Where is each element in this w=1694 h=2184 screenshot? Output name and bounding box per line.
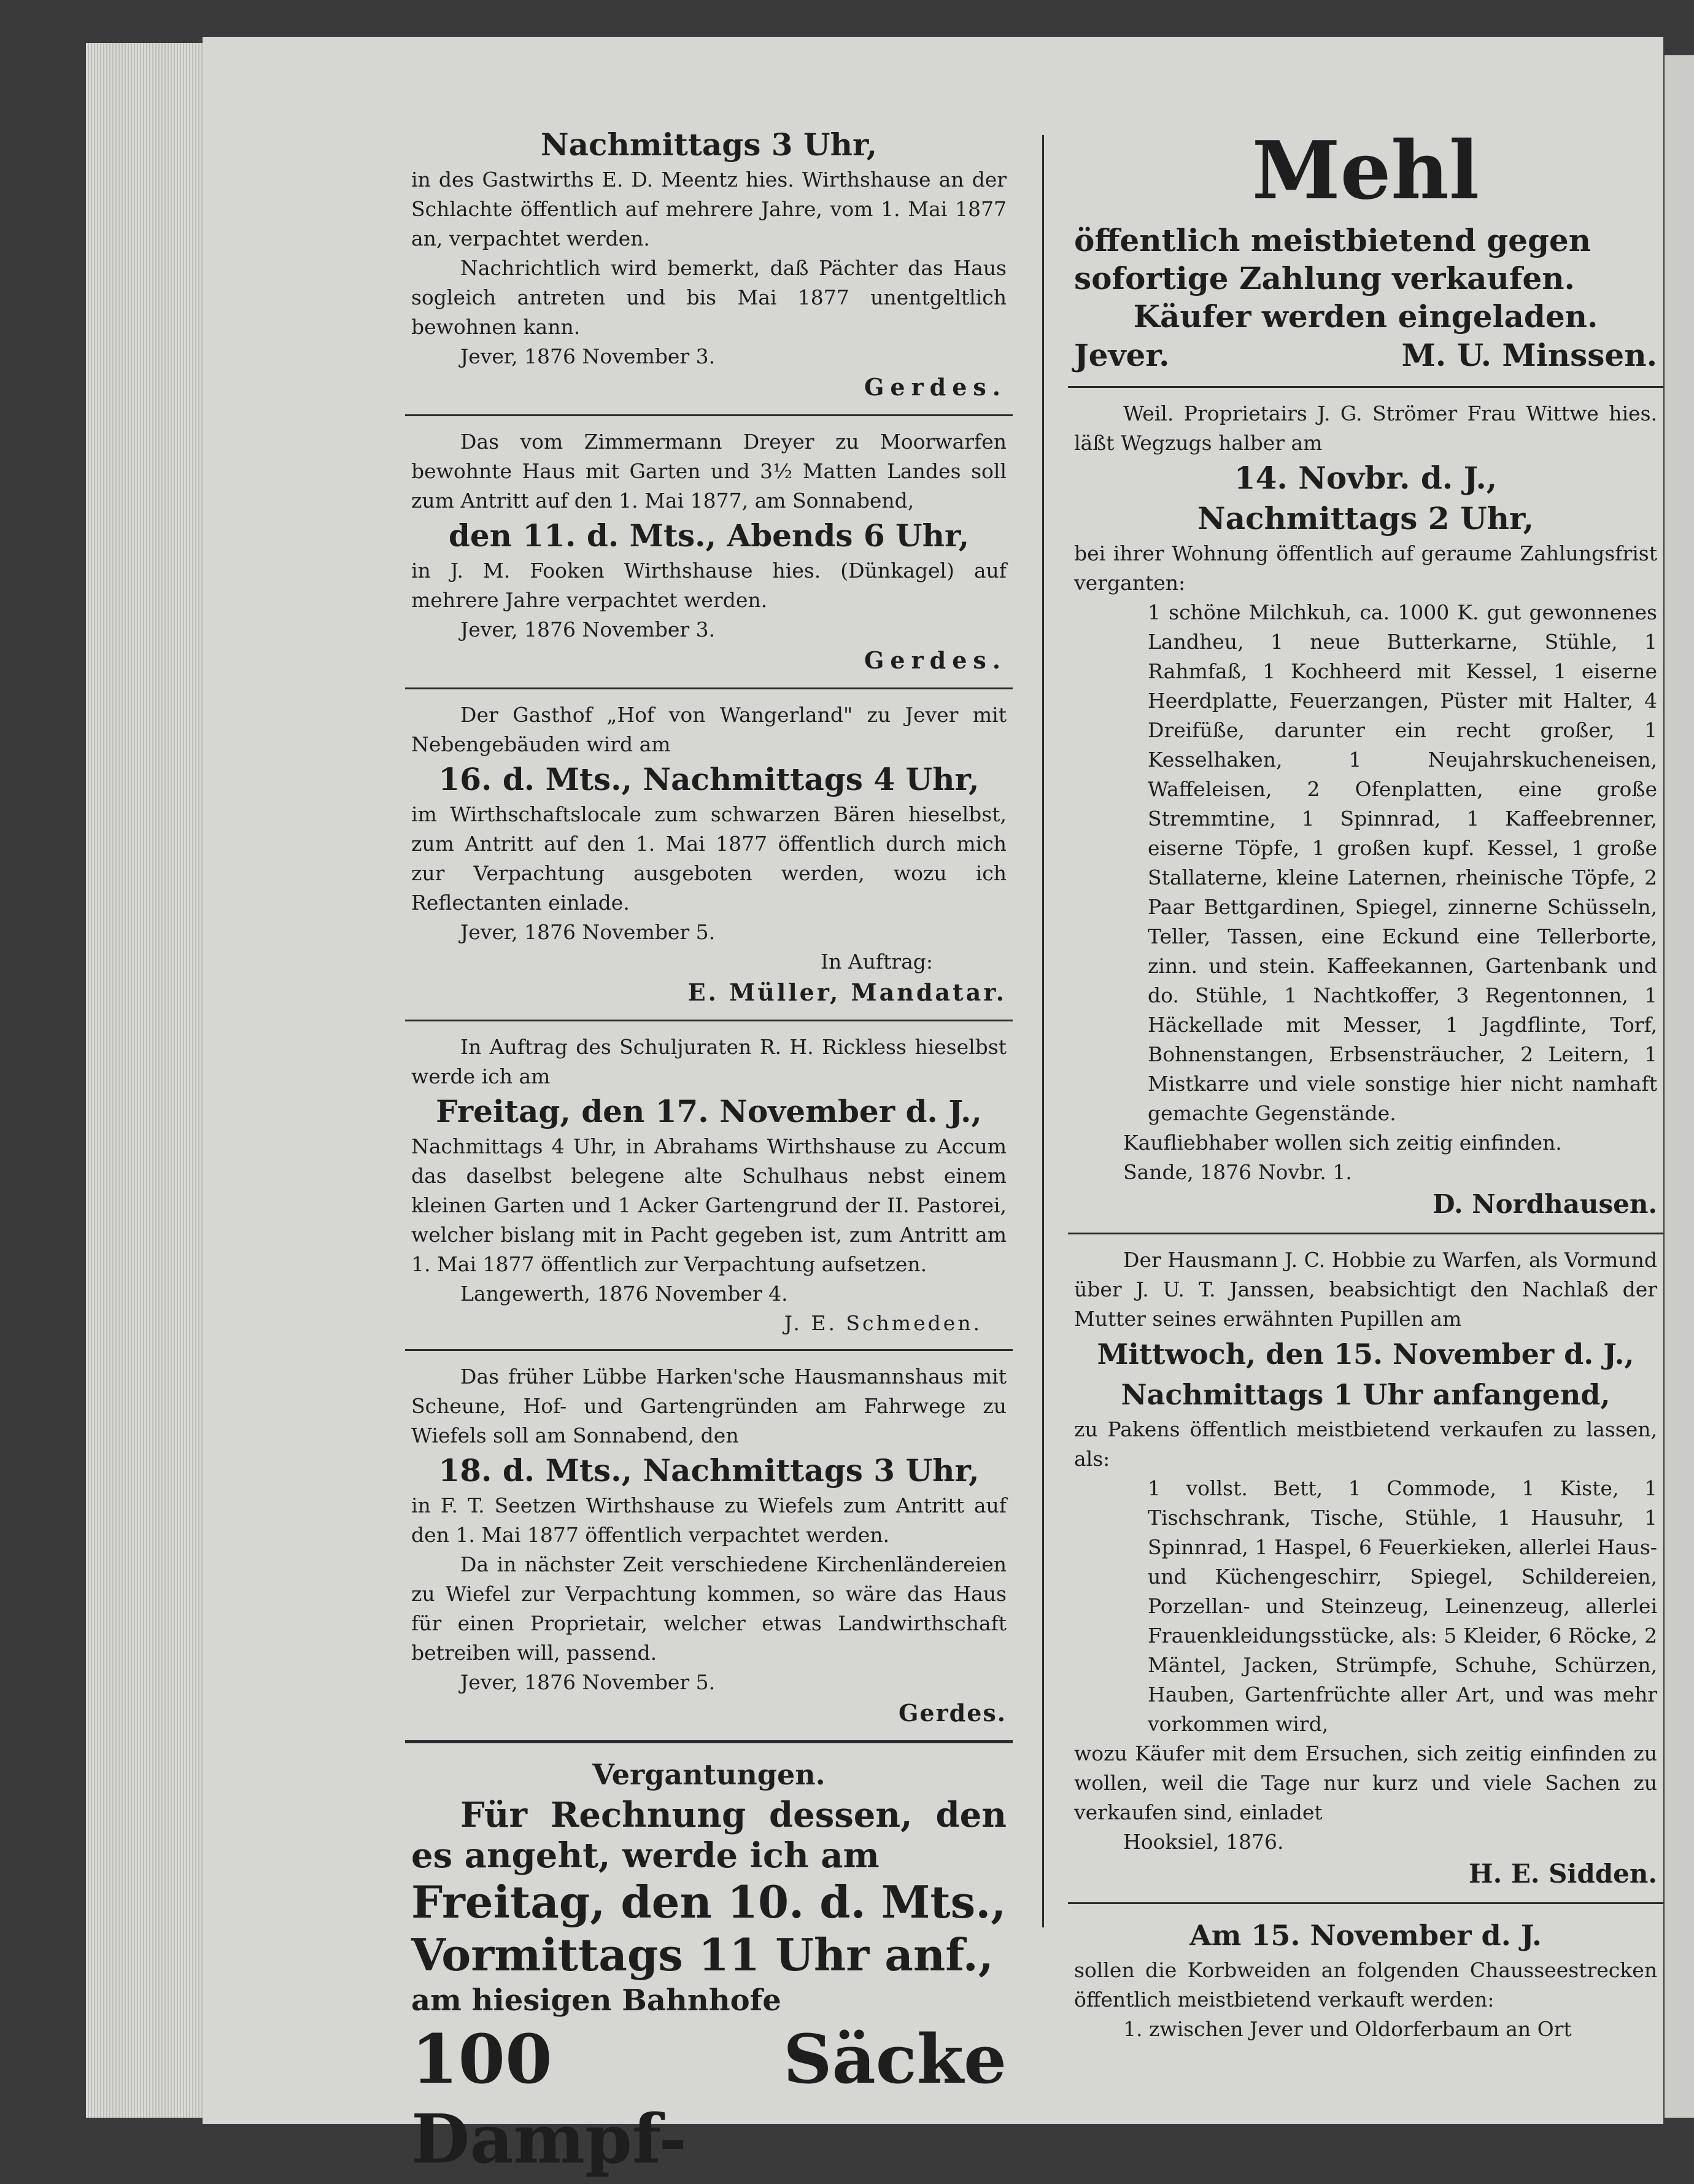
adjacent-page-edge — [1665, 55, 1694, 2118]
ad-signature: Gerdes. — [864, 646, 1007, 674]
ad-lease-dreyer — [405, 422, 1013, 681]
ad-stroemer-auction — [1068, 394, 1663, 1226]
ad-note: Kaufliebhaber wollen sich zeitig einfinden. — [1123, 1131, 1562, 1155]
ad-hobbie-nachlass — [1068, 1241, 1663, 1896]
ad-note: Nachrichtlich wird bemerkt, daß Pächter das Haus sogleich antreten und bis Mai 1877 unentgeltlich bewohnen kann. — [411, 256, 1007, 339]
ad-intro: Der Hausmann J. C. Hobbie zu Warfen, als Vormund über J. U. T. Janssen, beabsichtigt den Nachlaß der Mutter seines erwähnten Pupillen am — [1074, 1248, 1657, 1331]
ad-date-heading: 16. d. Mts., Nachmittags 4 Uhr, — [438, 761, 980, 797]
ad-separator — [1068, 1902, 1663, 1904]
ad-goods-heading: 100 Säcke Dampf- — [411, 2019, 1007, 2178]
ad-auftrag: In Auftrag: — [820, 950, 933, 974]
ad-place-date: Jever, 1876 November 3. — [460, 344, 716, 368]
ad-place-date: Sande, 1876 Novbr. 1. — [1123, 1160, 1352, 1184]
ad-body: bei ihrer Wohnung öffentlich auf geraume Zahlungsfrist verganten: — [1074, 541, 1657, 595]
ad-signature: E. Müller, Mandatar. — [687, 978, 1007, 1006]
ad-location: am hiesigen Bahnhofe — [411, 1983, 781, 2018]
ad-body: im Wirthschaftslocale zum schwarzen Bären hieselbst, zum Antritt auf den 1. Mai 1877 öffentlich durch mich zur Verpachtung ausgeboten werden, wozu ich Reflectanten einlade. — [411, 802, 1007, 915]
ad-intro: In Auftrag des Schuljuraten R. H. Rickless hieselbst werde ich am — [411, 1035, 1007, 1088]
ad-signature: Gerdes. — [864, 373, 1007, 401]
ad-place-date: Langewerth, 1876 November 4. — [460, 1282, 788, 1306]
ad-intro: Der Gasthof „Hof von Wangerland" zu Jever mit Nebengebäuden wird am — [411, 703, 1007, 756]
ad-note: wozu Käufer mit dem Ersuchen, sich zeitig einfinden zu wollen, weil die Tage nur kurz und viele Sachen zu verkaufen sind, einladet — [1074, 1741, 1657, 1824]
ad-line: Käufer werden eingeladen. — [1133, 298, 1598, 335]
ad-body: zu Pakens öffentlich meistbietend verkaufen zu lassen, als: — [1074, 1417, 1657, 1471]
ad-date-heading: Freitag, den 10. d. Mts., — [411, 1876, 1007, 1928]
ad-signature: M. U. Minssen. — [1401, 337, 1657, 373]
ad-separator — [1068, 386, 1663, 388]
ad-separator — [405, 414, 1013, 416]
ad-note: Da in nächster Zeit verschiedene Kirchenländereien zu Wiefel zur Verpachtung kommen, so wäre das Haus für einen Proprietair, welcher etwas Landwirthschaft betreiben will, passend. — [411, 1552, 1007, 1665]
ad-lead: Für Rechnung dessen, den es angeht, werde ich am — [411, 1795, 1007, 1876]
ad-date-heading: Freitag, den 17. November d. J., — [436, 1093, 982, 1129]
left-column — [405, 120, 1013, 2184]
ad-time-heading: Vormittags 11 Uhr anf., — [411, 1929, 994, 1981]
ad-separator — [405, 687, 1013, 689]
ad-signature: J. E. Schmeden. — [784, 1311, 982, 1335]
ad-time-heading: Nachmittags 1 Uhr anfangend, — [1121, 1378, 1611, 1411]
ad-signature: H. E. Sidden. — [1468, 1859, 1657, 1889]
ad-item-list: 1 vollst. Bett, 1 Commode, 1 Kiste, 1 Tischschrank, Tische, Stühle, 1 Hausuhr, 1 Spinnrad, 1 Haspel, 6 Feuerkieken, allerlei Haus- und Küchengeschirr, Spiegel, Schildereien, Porzellan- und Steinzeug, Leinenzeug, allerlei Frauenkleidungsstücke, als: 5 Kleider, 6 Röcke, 2 Mäntel, Jacken, Strümpfe, Schuhe, Schürzen, Hauben, Gartenfrüchte aller Art, und was mehr vorkommen wird, — [1148, 1476, 1657, 1736]
section-heading: Vergantungen. — [592, 1758, 826, 1791]
ad-date-heading: 18. d. Mts., Nachmittags 3 Uhr, — [438, 1452, 980, 1489]
ad-place-date: Hooksiel, 1876. — [1123, 1830, 1284, 1854]
ad-body: in J. M. Fooken Wirthshause hies. (Dünkagel) auf mehrere Jahre verpachtet werden. — [411, 559, 1007, 612]
ad-gasthof-wangerland — [405, 695, 1013, 1013]
right-column — [1068, 120, 1663, 2049]
ad-place-date: Jever, 1876 November 5. — [460, 1670, 716, 1694]
ad-time-heading: Nachmittags 2 Uhr, — [1197, 500, 1534, 536]
ad-korbweiden — [1068, 1910, 1663, 2049]
ad-body: in des Gastwirths E. D. Meentz hies. Wirthshause an der Schlachte öffentlich auf mehrere Jahre, vom 1. Mai 1877 an, verpachtet werden. — [411, 168, 1007, 250]
ad-body: Nachmittags 4 Uhr, in Abrahams Wirthshause zu Accum das daselbst belegene alte Schulhaus nebst einem kleinen Garten und 1 Acker Gartengrund der II. Pastorei, welcher bislang mit in Pacht gegeben ist, zum Antritt am 1. Mai 1877 öffentlich zur Verpachtung aufsetzen. — [411, 1134, 1007, 1276]
ad-body: sollen die Korbweiden an folgenden Chausseestrecken öffentlich meistbietend verkauft werden: — [1074, 1958, 1657, 2012]
ad-separator — [405, 1020, 1013, 1021]
ad-place-date: Jever, 1876 November 3. — [460, 618, 716, 641]
ad-body: in F. T. Seetzen Wirthshause zu Wiefels zum Antritt auf den 1. Mai 1877 öffentlich verpachtet werden. — [411, 1493, 1007, 1547]
section-separator — [405, 1740, 1013, 1743]
ad-mehl — [1068, 120, 1663, 380]
ad-intro: Das früher Lübbe Harken'sche Hausmannshaus mit Scheune, Hof- und Gartengründen am Fahrwege zu Wiefels soll am Sonnabend, den — [411, 1365, 1007, 1447]
ad-separator — [405, 1349, 1013, 1351]
ad-schulhaus-accum — [405, 1028, 1013, 1343]
ad-place: Jever. — [1074, 337, 1170, 373]
column-divider — [1042, 135, 1044, 1927]
ad-place-date: Jever, 1876 November 5. — [460, 920, 716, 944]
ad-date-heading: den 11. d. Mts., Abends 6 Uhr, — [448, 517, 970, 554]
ad-separator — [1068, 1233, 1663, 1234]
ad-title: Mehl — [1251, 123, 1480, 217]
ad-lease-meentz — [405, 120, 1013, 408]
ad-item-list: 1 schöne Milchkuh, ca. 1000 K. gut gewonnenes Landheu, 1 neue Butterkarne, Stühle, 1 Rahmfaß, 1 Kochheerd mit Kessel, 1 eiserne Heerdplatte, Feuerzangen, Püster mit Halter, 4 Dreifüße, darunter ein recht großer, 1 Kesselhaken, 1 Neujahrskucheneisen, Waffeleisen, 2 Ofenplatten, eine große Stremmtine, 1 Spinnrad, 1 Kaffeebrenner, eiserne Töpfe, 1 großen kupf. Kessel, 1 große Stallaterne, kleine Laternen, rheinische Töpfe, 2 Paar Bettgardinen, Spiegel, zinnerne Schüsseln, Teller, Tassen, eine Eckund eine Tellerborte, zinn. und stein. Kaffeekannen, Gartenbank und do. Stühle, 1 Nachtkoffer, 3 Regentonnen, 1 Häckellade mit Messer, 1 Jagdflinte, Torf, Bohnenstangen, Erbsensträucher, 2 Leitern, 1 Mistkarre und viele sonstige hier nicht namhaft gemachte Gegenstände. — [1148, 600, 1657, 1125]
ad-hausmannshaus-wiefels — [405, 1357, 1013, 1734]
book-page-edges — [86, 43, 215, 2118]
ad-signature: Gerdes. — [898, 1699, 1007, 1727]
ad-intro: Weil. Proprietairs J. G. Strömer Frau Wittwe hies. läßt Wegzugs halber am — [1074, 401, 1657, 455]
ad-line: öffentlich meistbietend gegen sofortige Zahlung verkaufen. — [1074, 222, 1592, 296]
ad-date-heading: Mittwoch, den 15. November d. J., — [1097, 1338, 1634, 1371]
ad-footer-row — [1074, 336, 1657, 375]
ad-item: 1. zwischen Jever und Oldorferbaum an Ort — [1123, 2017, 1572, 2041]
ad-vergantungen — [405, 1749, 1013, 2184]
ad-date-heading: 14. Novbr. d. J., — [1234, 460, 1498, 496]
ad-time-heading: Nachmittags 3 Uhr, — [540, 126, 878, 163]
ad-signature: D. Nordhausen. — [1433, 1189, 1657, 1219]
ad-date-heading: Am 15. November d. J. — [1189, 1919, 1542, 1952]
ad-intro: Das vom Zimmermann Dreyer zu Moorwarfen bewohnte Haus mit Garten und 3½ Matten Landes soll zum Antritt auf den 1. Mai 1877, am Sonnabend, — [411, 430, 1007, 513]
